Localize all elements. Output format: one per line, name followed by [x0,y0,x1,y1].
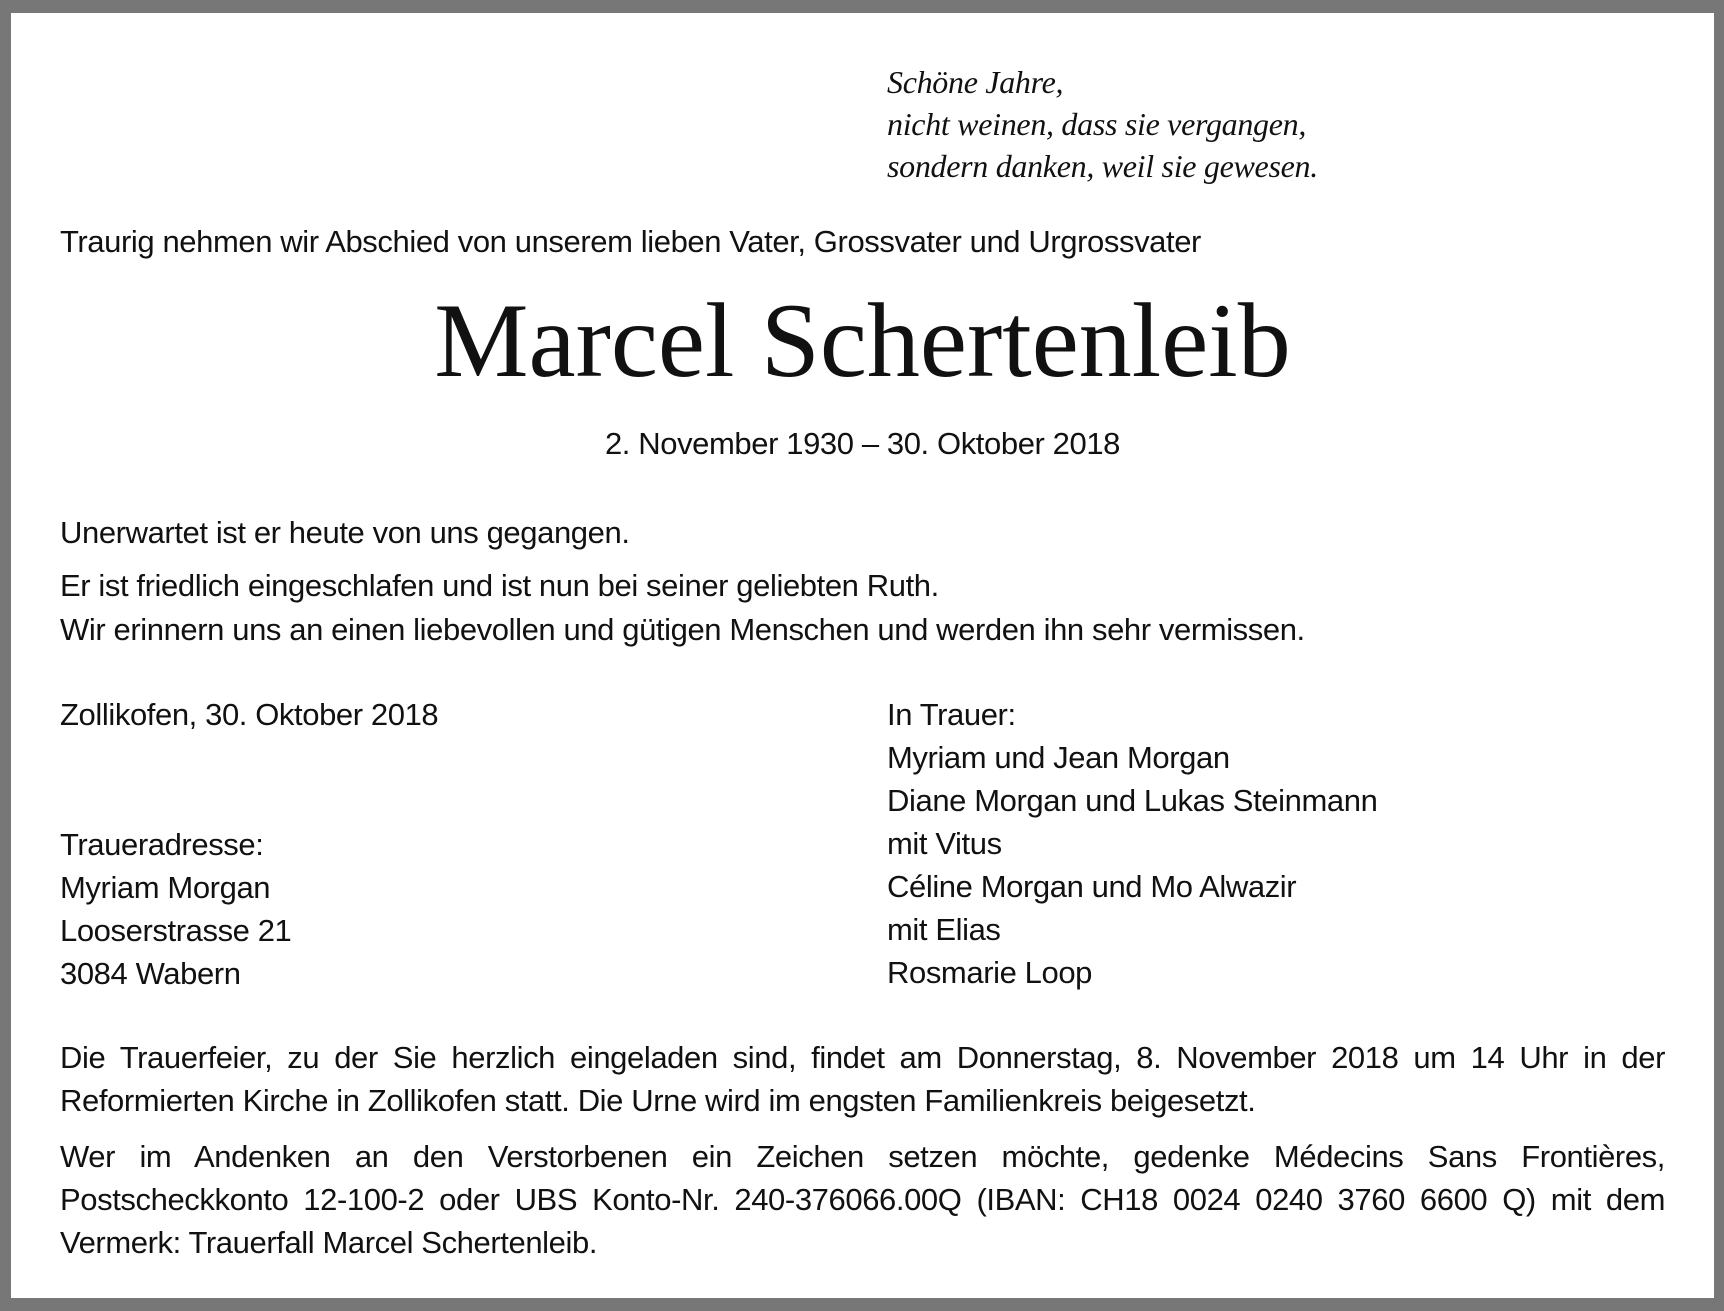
donation-paragraph: Wer im Andenken an den Verstorbenen ein Zeichen setzen möchte, gedenke Médecins Sans Frontières, Postscheckkonto 12-100-2 oder UBS Konto-Nr. 240-376066.00Q (IBAN: CH18 0024 0240 3760 6600 Q) mit dem Vermerk: Trauerfall Marcel Schertenleib. [60,1139,1665,1260]
mourning-address [60,823,291,995]
life-dates: 2. November 1930 – 30. Oktober 2018 [604,426,1121,461]
message-line: Unerwartet ist er heute von uns gegangen. [60,515,630,550]
message-line: Er ist friedlich eingeschlafen und ist nun bei seiner geliebten Ruth. [60,568,939,603]
address-line: 3084 Wabern [60,956,241,991]
mourner: Rosmarie Loop [887,955,1093,990]
message-line: Wir erinnern uns an einen liebevollen und gütigen Menschen und werden ihn sehr vermissen. [60,612,1305,647]
address-line: Looserstrasse 21 [60,913,292,948]
ceremony-paragraph: Die Trauerfeier, zu der Sie herzlich eingeladen sind, findet am Donnerstag, 8. November 2018 um 14 Uhr in der Reformierten Kirche in Zollikofen statt. Die Urne wird im engsten Familienkreis beigesetzt. [60,1040,1665,1118]
mourner: Myriam und Jean Morgan [887,740,1230,775]
poem-line: Schöne Jahre, [887,64,1064,100]
obituary-page [11,13,1714,1298]
address-label: Traueradresse: [60,827,264,862]
mourner: mit Vitus [887,826,1002,861]
deceased-name: Marcel Schertenleib [434,282,1291,399]
mourner: Diane Morgan und Lukas Steinmann [887,783,1378,818]
mourners-label: In Trauer: [887,697,1016,732]
place-date: Zollikofen, 30. Oktober 2018 [60,697,439,732]
intro-text: Traurig nehmen wir Abschied von unserem lieben Vater, Grossvater und Urgrossvater [60,224,1201,259]
mourner: Céline Morgan und Mo Alwazir [887,869,1297,904]
mourner: mit Elias [887,912,1001,947]
poem-line: nicht weinen, dass sie vergangen, [887,106,1307,142]
poem-line: sondern danken, weil sie gewesen. [887,148,1318,184]
mourners-list [887,693,1377,994]
poem [887,61,1318,187]
address-line: Myriam Morgan [60,870,271,905]
